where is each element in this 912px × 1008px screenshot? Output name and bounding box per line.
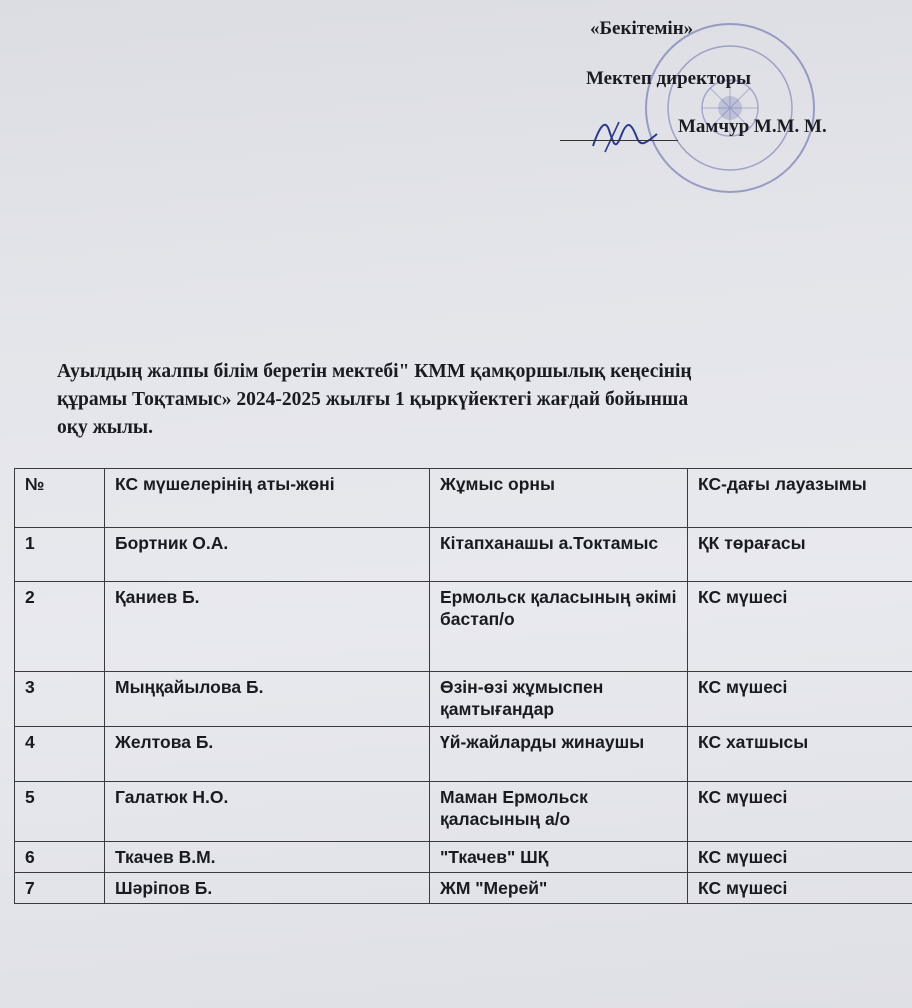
row-number: 5 — [15, 782, 105, 842]
header-name: КС мүшелерінің аты-жөні — [105, 469, 430, 528]
member-workplace: Өзін-өзі жұмыспен қамтығандар — [430, 672, 688, 727]
member-name: Мыңқайылова Б. — [105, 672, 430, 727]
member-position: КС мүшесі — [688, 782, 912, 842]
member-workplace: ЖМ "Мерей" — [430, 873, 688, 904]
member-name: Бортник О.А. — [105, 528, 430, 582]
director-signature-icon — [585, 108, 665, 158]
approval-name: Мамчур М.М. М. — [678, 116, 827, 137]
table-row — [15, 873, 912, 904]
member-position: КС хатшысы — [688, 727, 912, 782]
member-name: Қаниев Б. — [105, 582, 430, 672]
heading-line-1: Ауылдың жалпы білім беретін мектебі" КММ қамқоршылық кеңесінің — [57, 361, 692, 382]
approval-role: Мектеп директоры — [586, 68, 752, 89]
member-workplace: "Ткачев" ШҚ — [430, 842, 688, 873]
member-name: Ткачев В.М. — [105, 842, 430, 873]
row-number: 6 — [15, 842, 105, 873]
table-row — [15, 782, 912, 842]
approval-word: «Бекітемін» — [590, 18, 694, 39]
member-position: ҚК төрағасы — [688, 528, 912, 582]
heading-line-2: құрамы Тоқтамыс» 2024-2025 жылғы 1 қыркүйектегі жағдай бойынша — [57, 389, 689, 410]
member-position: КС мүшесі — [688, 873, 912, 904]
member-position: КС мүшесі — [688, 842, 912, 873]
table-row — [15, 528, 912, 582]
council-members-table — [14, 468, 912, 904]
member-workplace: Кітапханашы а.Токтамыс — [430, 528, 688, 582]
member-position: КС мүшесі — [688, 582, 912, 672]
member-workplace: Ермольск қаласының әкімі бастап/о — [430, 582, 688, 672]
table-row — [15, 727, 912, 782]
member-name: Шәріпов Б. — [105, 873, 430, 904]
school-stamp-icon — [640, 18, 820, 198]
row-number: 1 — [15, 528, 105, 582]
table-row — [15, 842, 912, 873]
row-number: 4 — [15, 727, 105, 782]
header-number: № — [15, 469, 105, 528]
member-workplace: Үй-жайларды жинаушы — [430, 727, 688, 782]
table-row — [15, 582, 912, 672]
row-number: 2 — [15, 582, 105, 672]
row-number: 7 — [15, 873, 105, 904]
member-workplace: Маман Ермольск қаласының а/о — [430, 782, 688, 842]
row-number: 3 — [15, 672, 105, 727]
header-workplace: Жұмыс орны — [430, 469, 688, 528]
header-position: КС-дағы лауазымы — [688, 469, 912, 528]
member-name: Галатюк Н.О. — [105, 782, 430, 842]
member-name: Желтова Б. — [105, 727, 430, 782]
heading-line-3: оқу жылы. — [57, 417, 154, 438]
table-header-row — [15, 469, 912, 528]
document-heading — [57, 358, 877, 442]
member-position: КС мүшесі — [688, 672, 912, 727]
signature-line — [560, 140, 678, 141]
table-row — [15, 672, 912, 727]
